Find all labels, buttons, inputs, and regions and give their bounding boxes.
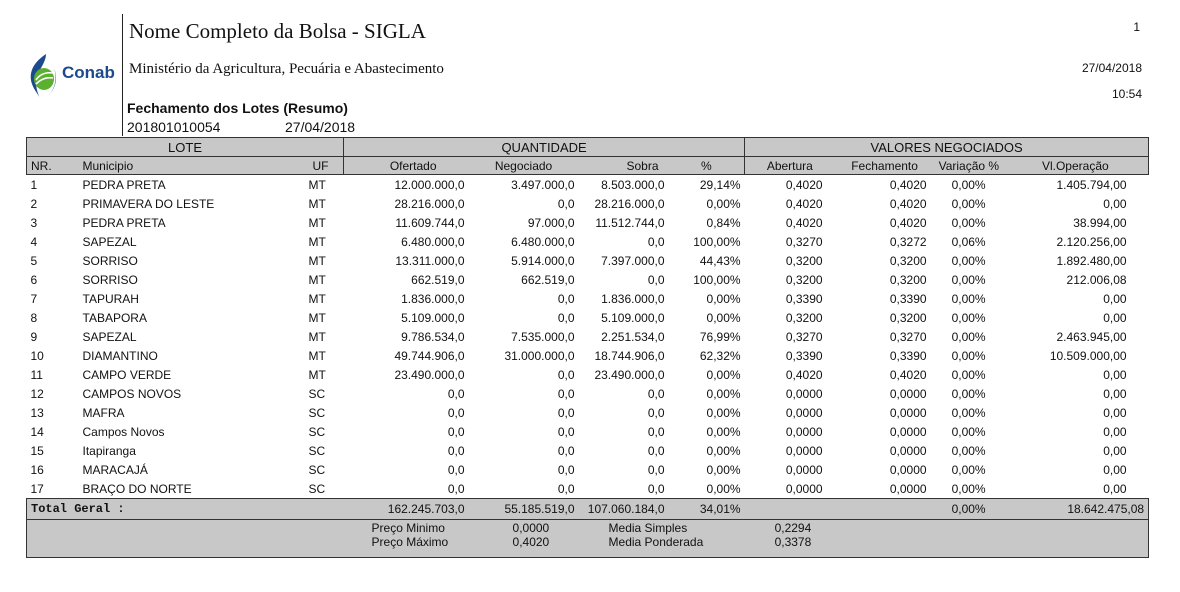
row-vl-operacao: 0,00 [1103, 291, 1127, 306]
conab-leaf-icon [26, 52, 62, 100]
row-uf: MT [308, 196, 326, 211]
row-fechamento: 0,3200 [889, 272, 927, 287]
row-sobra: 8.503.000,0 [601, 177, 665, 192]
row-variacao: 0,00% [951, 462, 986, 477]
row-fechamento: 0,3390 [889, 291, 927, 306]
row-sobra: 0,0 [647, 462, 665, 477]
row-nr: 7 [30, 291, 38, 306]
row-pct: 100,00% [693, 234, 741, 249]
row-pct: 29,14% [699, 177, 741, 192]
row-municipio: Itapiranga [82, 443, 136, 458]
row-fechamento: 0,4020 [889, 177, 927, 192]
row-vl-operacao: 212.006,08 [1066, 272, 1127, 287]
row-vl-operacao: 38.994,00 [1073, 215, 1127, 230]
row-negociado: 5.914.000,0 [511, 253, 575, 268]
row-variacao: 0,00% [951, 367, 986, 382]
preco-maximo-label: Preço Máximo [344, 535, 469, 558]
row-variacao: 0,00% [951, 405, 986, 420]
row-abertura: 0,0000 [785, 481, 823, 496]
table-row [27, 270, 1149, 289]
row-variacao: 0,00% [951, 329, 986, 344]
row-uf: SC [308, 424, 326, 439]
row-vl-operacao: 0,00 [1103, 481, 1127, 496]
row-pct: 76,99% [699, 329, 741, 344]
row-pct: 0,00% [706, 196, 741, 211]
row-vl-operacao: 0,00 [1103, 405, 1127, 420]
row-ofertado: 49.744.906,0 [394, 348, 465, 363]
row-sobra: 23.490.000,0 [594, 367, 665, 382]
row-fechamento: 0,3200 [889, 253, 927, 268]
row-municipio: PEDRA PRETA [82, 177, 166, 192]
row-ofertado: 13.311.000,0 [395, 253, 465, 268]
row-vl-operacao: 0,00 [1103, 443, 1127, 458]
row-pct: 0,84% [706, 215, 741, 230]
row-negociado: 0,0 [557, 310, 575, 325]
row-vl-operacao: 0,00 [1103, 424, 1127, 439]
row-uf: MT [308, 253, 326, 268]
group-valores: VALORES NEGOCIADOS [745, 138, 1149, 157]
row-vl-operacao: 0,00 [1103, 310, 1127, 325]
row-nr: 17 [30, 481, 44, 496]
row-ofertado: 12.000.000,0 [394, 177, 465, 192]
row-pct: 0,00% [706, 462, 741, 477]
row-fechamento: 0,0000 [889, 462, 927, 477]
table-row [27, 194, 1149, 213]
row-nr: 5 [30, 253, 38, 268]
total-ofertado: 162.245.703,0 [344, 499, 469, 520]
row-abertura: 0,0000 [785, 405, 823, 420]
row-fechamento: 0,0000 [889, 424, 927, 439]
logo-text: Conab [62, 63, 115, 82]
row-municipio: CAMPO VERDE [82, 367, 172, 382]
row-negociado: 0,0 [557, 443, 575, 458]
row-abertura: 0,4020 [785, 367, 823, 382]
row-vl-operacao: 0,00 [1103, 462, 1127, 477]
row-negociado: 0,0 [557, 405, 575, 420]
header-divider [122, 14, 123, 136]
row-negociado: 0,0 [557, 481, 575, 496]
row-abertura: 0,0000 [785, 386, 823, 401]
row-pct: 44,43% [699, 253, 741, 268]
row-ofertado: 23.490.000,0 [394, 367, 465, 382]
row-sobra: 5.109.000,0 [601, 310, 665, 325]
row-uf: MT [308, 348, 326, 363]
row-sobra: 0,0 [647, 424, 665, 439]
row-ofertado: 0,0 [447, 424, 465, 439]
row-uf: SC [308, 481, 326, 496]
row-municipio: DIAMANTINO [82, 348, 158, 363]
print-date: 27/04/2018 [1081, 61, 1142, 75]
row-sobra: 18.744.906,0 [594, 348, 665, 363]
print-time: 10:54 [1111, 87, 1142, 101]
row-sobra: 11.512.744,0 [595, 215, 665, 230]
row-negociado: 31.000.000,0 [504, 348, 575, 363]
row-uf: MT [308, 310, 326, 325]
col-pct: % [669, 157, 745, 175]
row-ofertado: 5.109.000,0 [401, 310, 465, 325]
row-abertura: 0,0000 [785, 462, 823, 477]
total-label: Total Geral : [27, 499, 344, 520]
row-uf: MT [308, 272, 326, 287]
row-abertura: 0,0000 [785, 424, 823, 439]
row-municipio: TABAPORA [82, 310, 147, 325]
table-row [27, 175, 1149, 195]
row-ofertado: 6.480.000,0 [401, 234, 465, 249]
row-municipio: PRIMAVERA DO LESTE [82, 196, 215, 211]
row-municipio: PEDRA PRETA [82, 215, 166, 230]
group-header-row [27, 138, 1149, 157]
row-vl-operacao: 2.120.256,00 [1056, 234, 1127, 249]
row-ofertado: 0,0 [447, 481, 465, 496]
row-nr: 6 [30, 272, 38, 287]
row-pct: 0,00% [706, 481, 741, 496]
row-abertura: 0,3270 [785, 329, 823, 344]
row-fechamento: 0,0000 [889, 481, 927, 496]
media-ponderada-label: Media Ponderada [579, 535, 745, 558]
row-ofertado: 0,0 [447, 462, 465, 477]
row-municipio: SAPEZAL [82, 329, 137, 344]
row-variacao: 0,00% [951, 348, 986, 363]
row-sobra: 1.836.000,0 [601, 291, 665, 306]
row-abertura: 0,3200 [785, 310, 823, 325]
row-negociado: 6.480.000,0 [511, 234, 575, 249]
row-vl-operacao: 0,00 [1103, 196, 1127, 211]
row-variacao: 0,00% [951, 215, 986, 230]
row-uf: SC [308, 462, 326, 477]
row-sobra: 0,0 [647, 443, 665, 458]
row-negociado: 0,0 [557, 424, 575, 439]
row-ofertado: 28.216.000,0 [394, 196, 465, 211]
row-fechamento: 0,0000 [889, 386, 927, 401]
row-abertura: 0,4020 [785, 196, 823, 211]
col-municipio: Municipio [79, 157, 309, 175]
row-variacao: 0,00% [951, 177, 986, 192]
row-uf: SC [308, 386, 326, 401]
row-nr: 3 [30, 215, 38, 230]
row-pct: 0,00% [706, 424, 741, 439]
row-nr: 11 [30, 367, 43, 382]
row-fechamento: 0,0000 [889, 405, 927, 420]
row-uf: MT [308, 367, 326, 382]
row-nr: 1 [30, 177, 38, 192]
table-row [27, 232, 1149, 251]
row-sobra: 0,0 [647, 481, 665, 496]
table-row [27, 327, 1149, 346]
row-municipio: BRAÇO DO NORTE [82, 481, 192, 496]
table-row [27, 251, 1149, 270]
row-variacao: 0,00% [951, 196, 986, 211]
row-nr: 10 [30, 348, 44, 363]
row-nr: 15 [30, 443, 44, 458]
total-row [27, 499, 1149, 520]
row-abertura: 0,3390 [785, 348, 823, 363]
row-uf: MT [308, 234, 326, 249]
row-fechamento: 0,3390 [889, 348, 927, 363]
col-negociado: Negociado [469, 157, 579, 175]
row-nr: 12 [30, 386, 44, 401]
row-ofertado: 9.786.534,0 [401, 329, 465, 344]
row-vl-operacao: 0,00 [1103, 386, 1127, 401]
row-pct: 62,32% [699, 348, 741, 363]
row-nr: 2 [30, 196, 38, 211]
row-negociado: 3.497.000,0 [511, 177, 575, 192]
row-variacao: 0,00% [951, 481, 986, 496]
row-nr: 14 [30, 424, 44, 439]
row-pct: 100,00% [693, 272, 741, 287]
media-ponderada-value: 0,3378 [745, 535, 835, 558]
table-row [27, 308, 1149, 327]
stats-row-1 [27, 520, 1149, 536]
table-row [27, 479, 1149, 499]
row-ofertado: 0,0 [447, 386, 465, 401]
row-ofertado: 1.836.000,0 [401, 291, 465, 306]
row-sobra: 0,0 [647, 405, 665, 420]
table-row [27, 460, 1149, 479]
media-simples-label: Media Simples [579, 520, 745, 536]
row-abertura: 0,4020 [785, 215, 823, 230]
row-uf: SC [308, 443, 326, 458]
preco-minimo-label: Preço Minimo [344, 520, 469, 536]
row-vl-operacao: 10.509.000,00 [1049, 348, 1127, 363]
preco-maximo-value: 0,4020 [469, 535, 579, 558]
row-nr: 9 [30, 329, 38, 344]
total-vl-operacao: 18.642.475,08 [1003, 499, 1149, 520]
row-fechamento: 0,4020 [889, 367, 927, 382]
row-nr: 16 [30, 462, 44, 477]
row-negociado: 0,0 [557, 386, 575, 401]
row-negociado: 0,0 [557, 291, 575, 306]
row-sobra: 7.397.000,0 [601, 253, 665, 268]
row-municipio: Campos Novos [82, 424, 165, 439]
row-negociado: 0,0 [557, 367, 575, 382]
row-vl-operacao: 0,00 [1103, 367, 1127, 382]
row-variacao: 0,00% [951, 291, 986, 306]
table-row [27, 365, 1149, 384]
group-quantidade: QUANTIDADE [344, 138, 745, 157]
row-variacao: 0,00% [951, 272, 986, 287]
row-uf: MT [308, 291, 326, 306]
row-abertura: 0,4020 [785, 177, 823, 192]
row-ofertado: 662.519,0 [411, 272, 465, 287]
col-nr: NR. [27, 157, 79, 175]
row-municipio: MAFRA [82, 405, 125, 420]
conab-logo [26, 52, 122, 100]
row-sobra: 0,0 [647, 234, 665, 249]
stats-row-2 [27, 535, 1149, 558]
table-row [27, 422, 1149, 441]
row-fechamento: 0,0000 [889, 443, 927, 458]
row-uf: MT [308, 215, 326, 230]
row-ofertado: 11.609.744,0 [395, 215, 465, 230]
row-nr: 8 [30, 310, 38, 325]
col-fechamento: Fechamento [835, 157, 935, 175]
total-negociado: 55.185.519,0 [469, 499, 579, 520]
total-sobra: 107.060.184,0 [579, 499, 669, 520]
row-sobra: 28.216.000,0 [594, 196, 665, 211]
table-row [27, 346, 1149, 365]
row-sobra: 0,0 [647, 386, 665, 401]
row-ofertado: 0,0 [447, 443, 465, 458]
row-negociado: 0,0 [557, 462, 575, 477]
row-municipio: CAMPOS NOVOS [82, 386, 182, 401]
row-vl-operacao: 1.892.480,00 [1056, 253, 1127, 268]
row-abertura: 0,3200 [785, 272, 823, 287]
row-uf: MT [308, 329, 326, 344]
row-variacao: 0,00% [951, 310, 986, 325]
table-row [27, 403, 1149, 422]
row-fechamento: 0,4020 [889, 215, 927, 230]
row-sobra: 2.251.534,0 [601, 329, 665, 344]
report-title: Fechamento dos Lotes (Resumo) [127, 100, 348, 116]
table-row [27, 441, 1149, 460]
row-municipio: TAPURAH [82, 291, 139, 306]
column-header-row [27, 157, 1149, 175]
row-negociado: 0,0 [557, 196, 575, 211]
col-uf: UF [309, 157, 344, 175]
total-variacao: 0,00% [935, 499, 1003, 520]
row-fechamento: 0,3272 [889, 234, 927, 249]
row-negociado: 97.000,0 [527, 215, 575, 230]
row-vl-operacao: 1.405.794,00 [1056, 177, 1127, 192]
col-vl-operacao: Vl.Operação [1003, 157, 1149, 175]
row-variacao: 0,00% [951, 386, 986, 401]
row-sobra: 0,0 [647, 272, 665, 287]
row-abertura: 0,3270 [785, 234, 823, 249]
ministry-subtitle: Ministério da Agricultura, Pecuária e Abastecimento [129, 61, 444, 77]
row-fechamento: 0,4020 [889, 196, 927, 211]
row-municipio: MARACAJÁ [82, 462, 148, 477]
table-row [27, 213, 1149, 232]
row-variacao: 0,00% [951, 253, 986, 268]
row-ofertado: 0,0 [447, 405, 465, 420]
report-id: 201801010054 [127, 119, 221, 135]
col-sobra: Sobra [579, 157, 669, 175]
row-negociado: 7.535.000,0 [511, 329, 575, 344]
row-variacao: 0,00% [951, 443, 986, 458]
row-pct: 0,00% [706, 310, 741, 325]
row-variacao: 0,00% [951, 424, 986, 439]
row-nr: 13 [30, 405, 44, 420]
row-fechamento: 0,3200 [889, 310, 927, 325]
row-municipio: SAPEZAL [82, 234, 137, 249]
col-ofertado: Ofertado [344, 157, 469, 175]
row-pct: 0,00% [706, 386, 741, 401]
row-fechamento: 0,3270 [889, 329, 927, 344]
page-number: 1 [1133, 20, 1140, 34]
table-body [27, 175, 1149, 499]
media-simples-value: 0,2294 [745, 520, 835, 536]
row-municipio: SORRISO [82, 272, 138, 287]
row-pct: 0,00% [706, 367, 741, 382]
lots-table [26, 137, 1149, 558]
row-abertura: 0,3390 [785, 291, 823, 306]
row-pct: 0,00% [706, 443, 741, 458]
col-abertura: Abertura [745, 157, 835, 175]
exchange-title: Nome Completo da Bolsa - SIGLA [129, 19, 426, 43]
row-nr: 4 [30, 234, 38, 249]
row-uf: SC [308, 405, 326, 420]
row-variacao: 0,06% [951, 234, 986, 249]
group-lote: LOTE [27, 138, 344, 157]
report-date: 27/04/2018 [285, 119, 356, 135]
row-pct: 0,00% [706, 291, 741, 306]
row-abertura: 0,0000 [785, 443, 823, 458]
row-abertura: 0,3200 [785, 253, 823, 268]
row-negociado: 662.519,0 [521, 272, 575, 287]
total-pct: 34,01% [669, 499, 745, 520]
row-vl-operacao: 2.463.945,00 [1056, 329, 1127, 344]
row-uf: MT [308, 177, 326, 192]
row-pct: 0,00% [706, 405, 741, 420]
table-row [27, 384, 1149, 403]
table-row [27, 289, 1149, 308]
preco-minimo-value: 0,0000 [469, 520, 579, 536]
row-municipio: SORRISO [82, 253, 138, 268]
col-variacao: Variação % [935, 157, 1003, 175]
